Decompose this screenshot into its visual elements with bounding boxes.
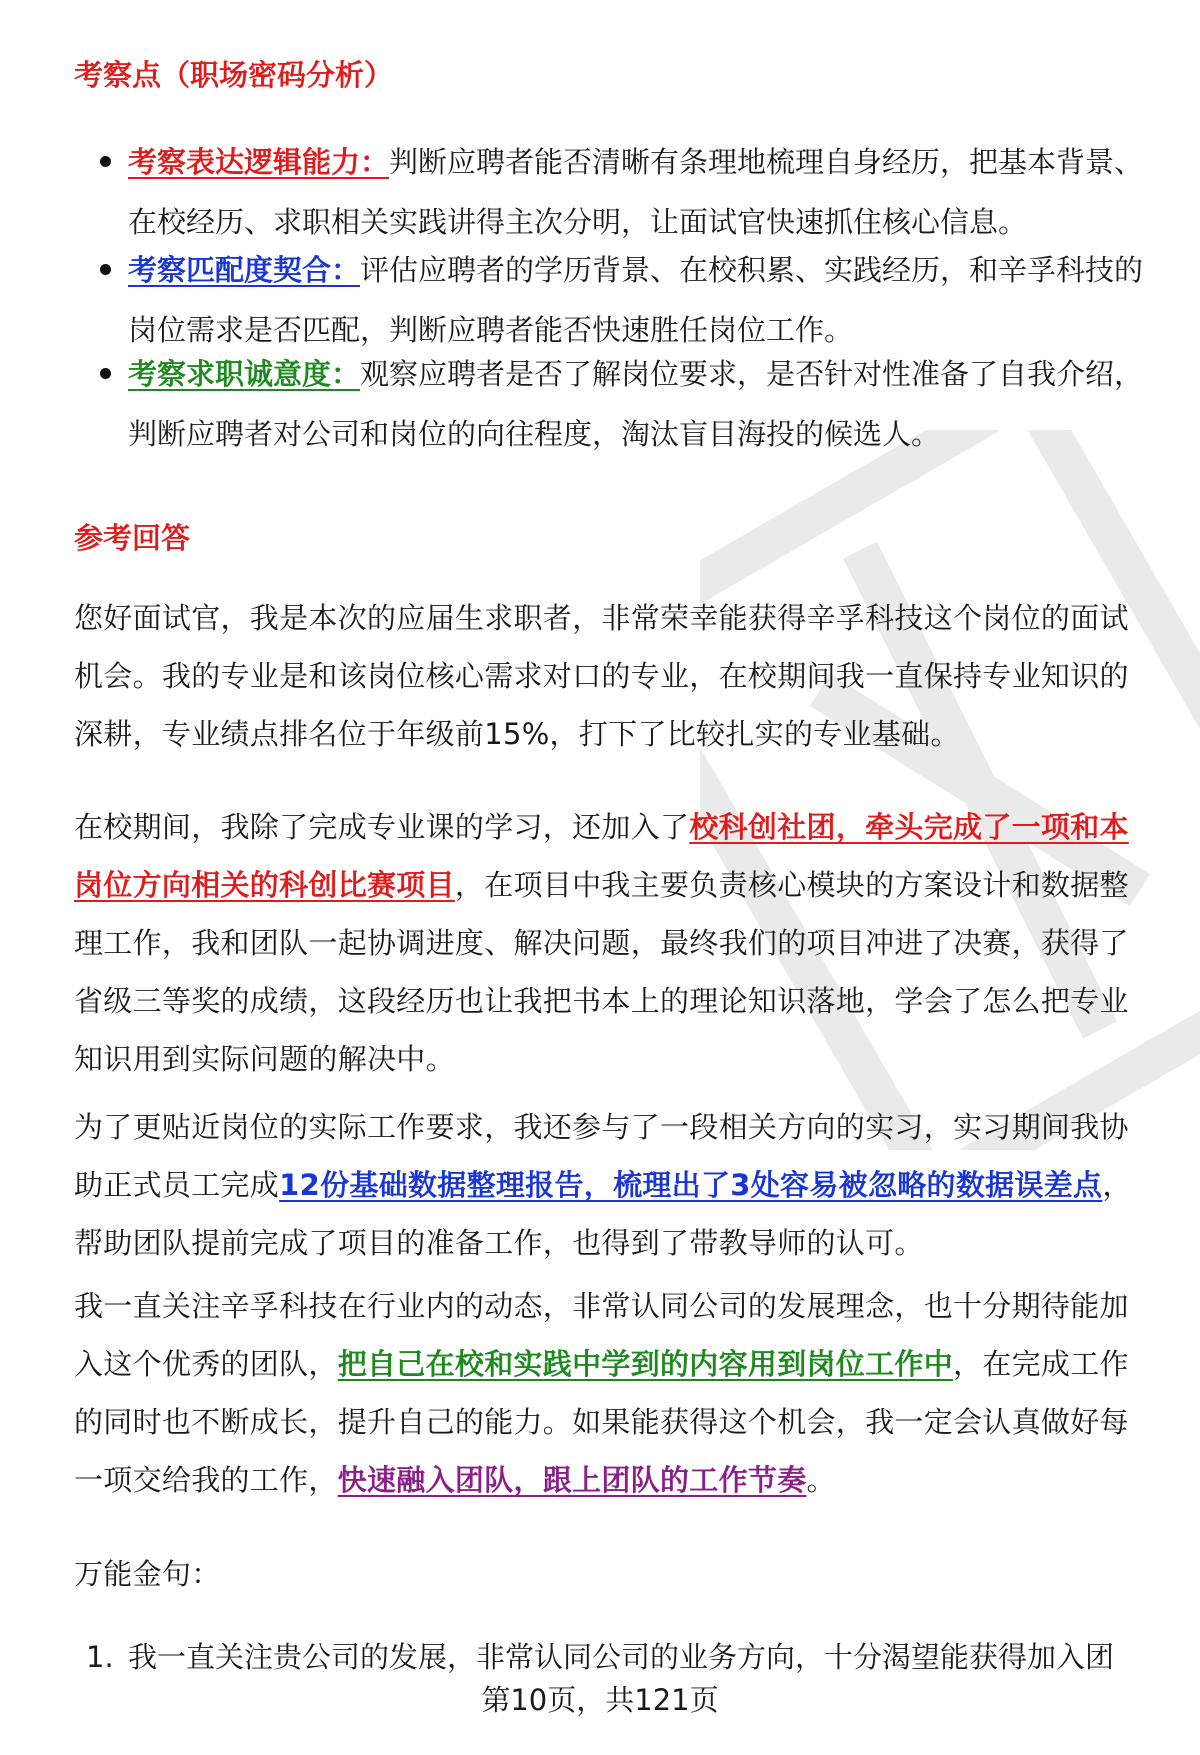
paragraph-text: 为了更贴近岗位的实际工作要求，我还参与了一段相关方向的实习，实习期间我协助正式员工完成 bbox=[74, 1110, 1129, 1202]
list-text: 我一直关注贵公司的发展，非常认同公司的业务方向，十分渴望能获得加入团 bbox=[128, 1640, 1115, 1674]
bullet-dot-icon bbox=[100, 368, 111, 379]
golden-sentence-list bbox=[74, 1633, 1154, 1681]
list-item bbox=[74, 240, 1154, 346]
bullet-keyword: 考察匹配度契合： bbox=[128, 253, 361, 287]
answer-paragraph-motivation bbox=[74, 1277, 1154, 1509]
list-item bbox=[74, 344, 1154, 454]
highlight-text: 快速融入团队，跟上团队的工作节奏 bbox=[337, 1463, 807, 1497]
bullet-text: 评估应聘者的学历背景、在校积累、实践经历，和辛孚科技的岗位需求是否匹配，判断应聘者能否快速胜任岗位工作。 bbox=[128, 253, 1144, 347]
answer-paragraph-campus bbox=[74, 798, 1154, 1088]
bullet-dot-icon bbox=[100, 156, 111, 167]
list-item bbox=[74, 1633, 1154, 1681]
list-item bbox=[74, 132, 1154, 252]
page-footer: 第10页，共121页 bbox=[481, 1683, 719, 1717]
bullet-text: 观察应聘者是否了解岗位要求，是否针对性准备了自我介绍，判断应聘者对公司和岗位的向往程度，淘汰盲目海投的候选人。 bbox=[128, 357, 1144, 451]
paragraph-text: ，在完成工作的同时也不断成长，提升自己的能力。如果能获得这个机会，我一定会认真做好每一项交给我的工作， bbox=[74, 1347, 1129, 1497]
bullet-text: 判断应聘者能否清晰有条理地梳理自身经历，把基本背景、在校经历、求职相关实践讲得主次分明，让面试官快速抓住核心信息。 bbox=[128, 145, 1144, 239]
section-heading-assessment: 考察点（职场密码分析） bbox=[74, 58, 394, 92]
list-number: 1. bbox=[86, 1640, 114, 1674]
answer-paragraph-intro: 您好面试官，我是本次的应届生求职者，非常荣幸能获得辛孚科技这个岗位的面试机会。我的专业是和该岗位核心需求对口的专业，在校期间我一直保持专业知识的深耕，专业绩点排名位于年级前15%，打下了比较扎实的专业基础。 bbox=[74, 601, 1129, 751]
answer-paragraph-internship bbox=[74, 1098, 1154, 1272]
highlight-text: 把自己在校和实践中学到的内容用到岗位工作中 bbox=[337, 1347, 954, 1381]
paragraph-text: 在校期间，我除了完成专业课的学习，还加入了 bbox=[74, 810, 690, 844]
paragraph-text: ，在项目中我主要负责核心模块的方案设计和数据整理工作，我和团队一起协调进度、解决问题，最终我们的项目冲进了决赛，获得了省级三等奖的成绩，这段经历也让我把书本上的理论知识落地，学会了怎么把专业知识用到实际问题的解决中。 bbox=[74, 868, 1129, 1076]
assessment-bullet-list bbox=[74, 132, 1154, 454]
highlight-text: 校科创社团，牵头完成了一项和本岗位方向相关的科创比赛项目 bbox=[74, 810, 1129, 902]
golden-sentence-label: 万能金句： bbox=[74, 1557, 221, 1591]
bullet-keyword: 考察求职诚意度： bbox=[128, 357, 361, 391]
section-heading-answer: 参考回答 bbox=[74, 521, 191, 555]
highlight-text: 12份基础数据整理报告，梳理出了3处容易被忽略的数据误差点 bbox=[279, 1168, 1103, 1202]
bullet-dot-icon bbox=[100, 264, 111, 275]
paragraph-text: ，帮助团队提前完成了项目的准备工作，也得到了带教导师的认可。 bbox=[74, 1168, 1132, 1260]
bullet-keyword: 考察表达逻辑能力： bbox=[128, 145, 390, 179]
paragraph-text: 。 bbox=[806, 1463, 836, 1497]
paragraph-text: 我一直关注辛孚科技在行业内的动态，非常认同公司的发展理念，也十分期待能加入这个优秀的团队， bbox=[74, 1289, 1129, 1381]
